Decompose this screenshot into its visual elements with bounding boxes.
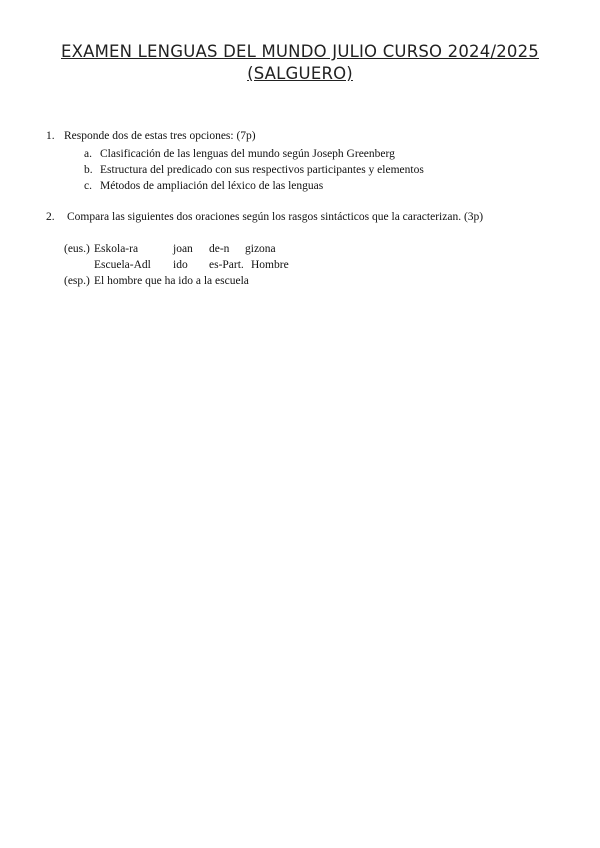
gloss-esp-translation: El hombre que ha ido a la escuela [94,275,249,287]
option-a-letter: a. [84,148,92,160]
question-2-number: 2. [46,211,55,223]
gloss-eus-word-4: gizona [245,243,276,255]
question-2-text: Compara las siguientes dos oraciones según los rasgos sintácticos que la caracterizan. (3p) [67,211,484,223]
gloss-eus-word-2: joan [173,243,193,255]
gloss-word-2: ido [173,259,188,271]
question-1-text: Responde dos de estas tres opciones: (7p) [64,130,256,142]
exam-title: EXAMEN LENGUAS DEL MUNDO JULIO CURSO 2024/2025 [61,42,539,61]
gloss-eus-label: (eus.) [64,243,90,255]
option-c-letter: c. [84,180,92,192]
option-c-text: Métodos de ampliación del léxico de las lenguas [100,180,324,192]
gloss-word-3: es-Part. [209,259,244,271]
question-1-number: 1. [46,130,55,142]
option-b-text: Estructura del predicado con sus respectivos participantes y elementos [100,164,424,176]
gloss-eus-word-1: Eskola-ra [94,243,139,255]
gloss-esp-label: (esp.) [64,275,90,287]
exam-author: (SALGUERO) [247,64,353,83]
gloss-eus-word-3: de-n [209,243,230,255]
option-b-letter: b. [84,164,93,176]
gloss-word-1: Escuela-Adl [94,259,151,271]
gloss-word-4: Hombre [251,259,289,271]
option-a-text: Clasificación de las lenguas del mundo según Joseph Greenberg [100,148,395,160]
